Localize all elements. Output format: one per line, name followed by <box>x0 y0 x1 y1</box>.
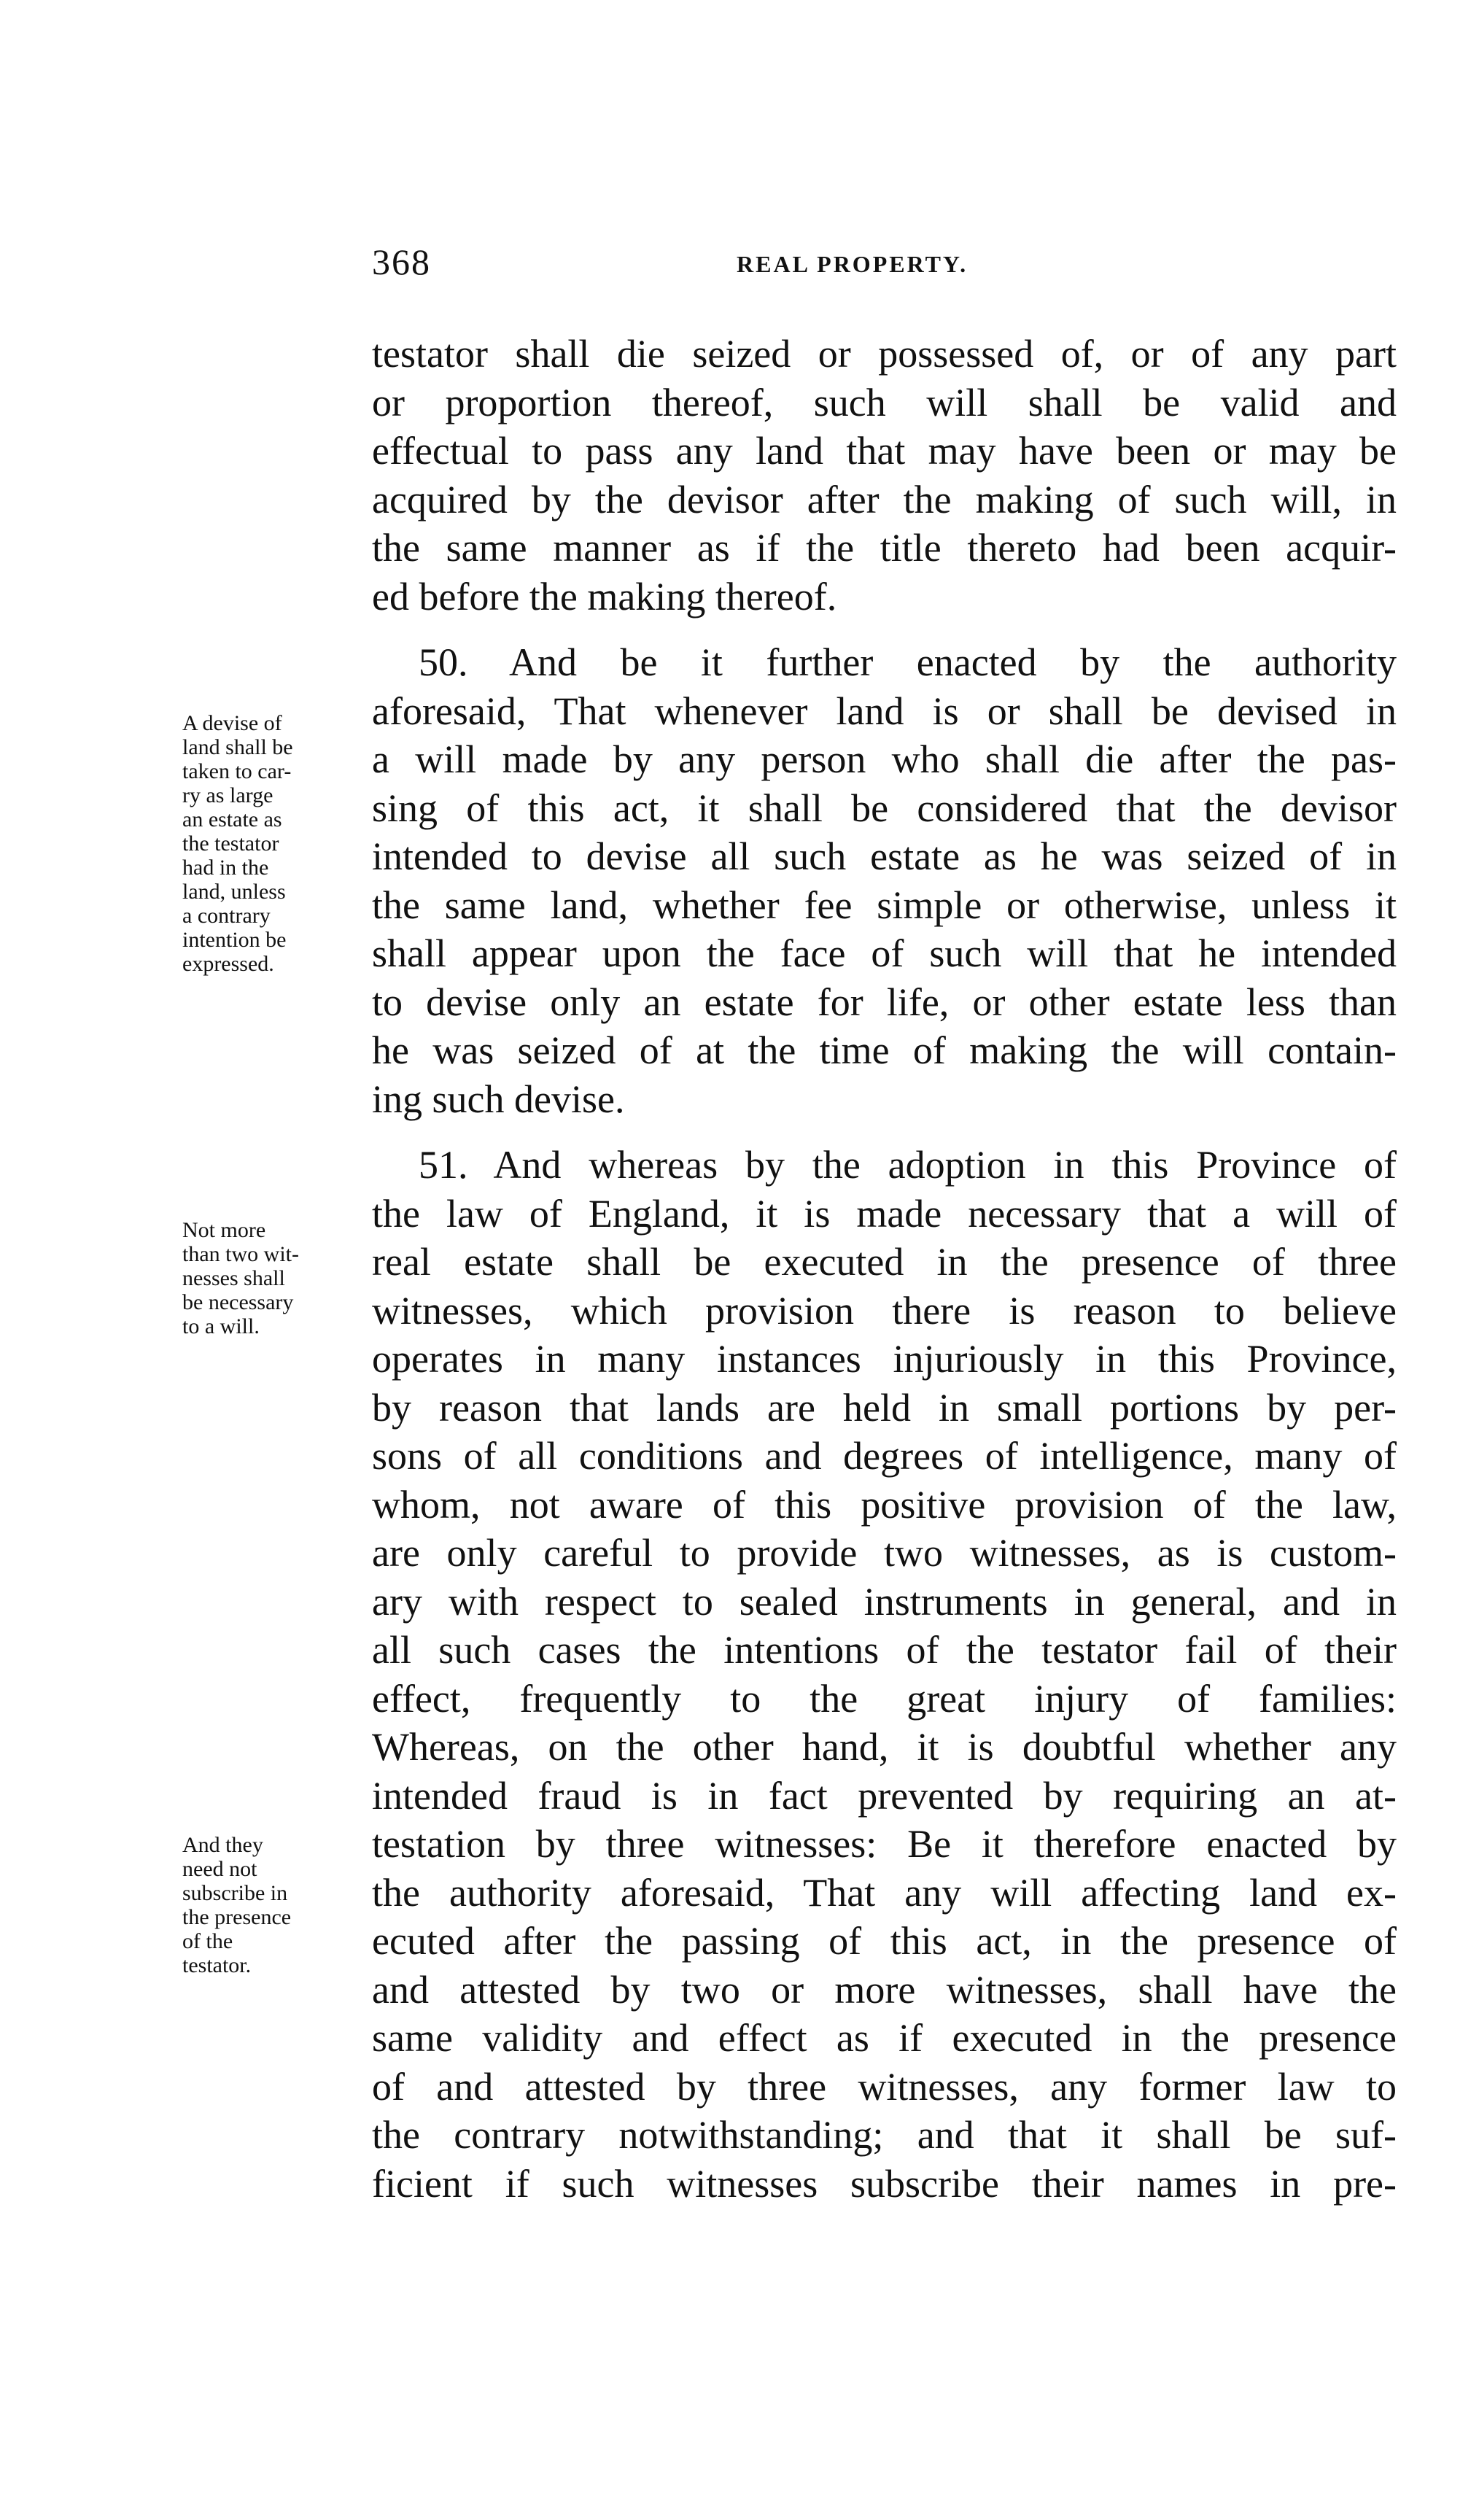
text-line: and attested by two or more witnesses, shall have the <box>372 1967 1397 2012</box>
marginal-note-line: And they <box>182 1833 263 1857</box>
text-line: shall appear upon the face of such will that he intended <box>372 931 1397 975</box>
marginal-note-witnesses <box>182 1218 361 1338</box>
marginal-note-line: ry as large <box>182 783 273 807</box>
text-line: the same manner as if the title thereto had been acquir- <box>372 526 1397 570</box>
text-line: real estate shall be executed in the presence of three <box>372 1240 1397 1284</box>
text-line: whom, not aware of this positive provision of the law, <box>372 1482 1397 1527</box>
marginal-note-subscribe <box>182 1833 361 1977</box>
text-line: intended to devise all such estate as he was seized of in <box>372 834 1397 878</box>
text-line: same validity and effect as if executed in the presence <box>372 2016 1397 2060</box>
text-line: effectual to pass any land that may have been or may be <box>372 429 1397 473</box>
text-line: 50. And be it further enacted by the authority <box>419 640 1397 684</box>
section-50 <box>372 638 1397 1123</box>
marginal-note-line: need not <box>182 1857 257 1881</box>
text-line: a will made by any person who shall die after the pas- <box>372 737 1397 781</box>
marginal-note-line: be necessary <box>182 1290 294 1314</box>
marginal-note-line: expressed. <box>182 952 274 976</box>
marginal-note-devise <box>182 711 361 976</box>
marginal-note-line: Not more <box>182 1218 266 1242</box>
text-line: or proportion thereof, such will shall be valid and <box>372 380 1397 424</box>
marginal-note-line: intention be <box>182 928 287 952</box>
marginal-note-line: than two wit- <box>182 1242 299 1266</box>
marginal-note-line: land shall be <box>182 735 293 759</box>
text-line: testator shall die seized or possessed of, or of any part <box>372 332 1397 376</box>
marginal-note-line: the testator <box>182 831 279 856</box>
text-line: Whereas, on the other hand, it is doubtful whether any <box>372 1725 1397 1769</box>
text-line: ary with respect to sealed instruments in general, and in <box>372 1579 1397 1624</box>
marginal-note-line: nesses shall <box>182 1266 285 1290</box>
marginal-note-line: the presence <box>182 1905 292 1929</box>
marginal-note-line: taken to car- <box>182 759 292 783</box>
text-line: to devise only an estate for life, or other estate less than <box>372 980 1397 1024</box>
marginal-note-line: to a will. <box>182 1314 260 1338</box>
running-head: REAL PROPERTY. <box>737 251 968 277</box>
marginal-note-line: land, unless <box>182 880 286 904</box>
text-line: by reason that lands are held in small portions by per- <box>372 1385 1397 1430</box>
text-line: all such cases the intentions of the testator fail of their <box>372 1628 1397 1672</box>
text-line: the contrary notwithstanding; and that it shall be suf- <box>372 2113 1397 2157</box>
text-line: sons of all conditions and degrees of intelligence, many of <box>372 1434 1397 1478</box>
text-line: witnesses, which provision there is reason to believe <box>372 1288 1397 1333</box>
text-line: sing of this act, it shall be considered that the devisor <box>372 786 1397 830</box>
marginal-note-line: of the <box>182 1929 233 1953</box>
text-line: are only careful to provide two witnesses, as is custom- <box>372 1531 1397 1575</box>
marginal-note-line: had in the <box>182 856 269 880</box>
paragraph-continuation <box>372 330 1397 621</box>
marginal-note-line: A devise of <box>182 711 282 735</box>
text-line: operates in many instances injuriously in this Province, <box>372 1337 1397 1381</box>
body-text <box>372 330 1397 2208</box>
text-line: the authority aforesaid, That any will affecting land ex- <box>372 1870 1397 1915</box>
text-line: the law of England, it is made necessary that a will of <box>372 1191 1397 1236</box>
text-line: acquired by the devisor after the making of such will, in <box>372 477 1397 522</box>
page-header <box>372 241 1393 284</box>
marginal-note-line: subscribe in <box>182 1881 288 1905</box>
marginal-note-line: an estate as <box>182 807 282 831</box>
text-line: intended fraud is in fact prevented by requiring an at- <box>372 1773 1397 1818</box>
text-line: ficient if such witnesses subscribe their names in pre- <box>372 2161 1397 2206</box>
text-line: the same land, whether fee simple or otherwise, unless it <box>372 883 1397 927</box>
text-line: ecuted after the passing of this act, in the presence of <box>372 1919 1397 1963</box>
marginal-note-line: testator. <box>182 1953 252 1977</box>
text-line: ed before the making thereof. <box>372 574 837 619</box>
text-line: testation by three witnesses: Be it therefore enacted by <box>372 1822 1397 1866</box>
marginal-note-line: a contrary <box>182 904 271 928</box>
text-line: 51. And whereas by the adoption in this Province of <box>419 1143 1397 1187</box>
page-number: 368 <box>372 241 431 282</box>
text-line: effect, frequently to the great injury of families: <box>372 1676 1397 1721</box>
text-line: he was seized of at the time of making the will contain- <box>372 1028 1397 1072</box>
text-line: of and attested by three witnesses, any former law to <box>372 2064 1397 2109</box>
text-line: aforesaid, That whenever land is or shall be devised in <box>372 689 1397 733</box>
text-line: ing such devise. <box>372 1077 625 1121</box>
section-51 <box>372 1141 1397 2208</box>
